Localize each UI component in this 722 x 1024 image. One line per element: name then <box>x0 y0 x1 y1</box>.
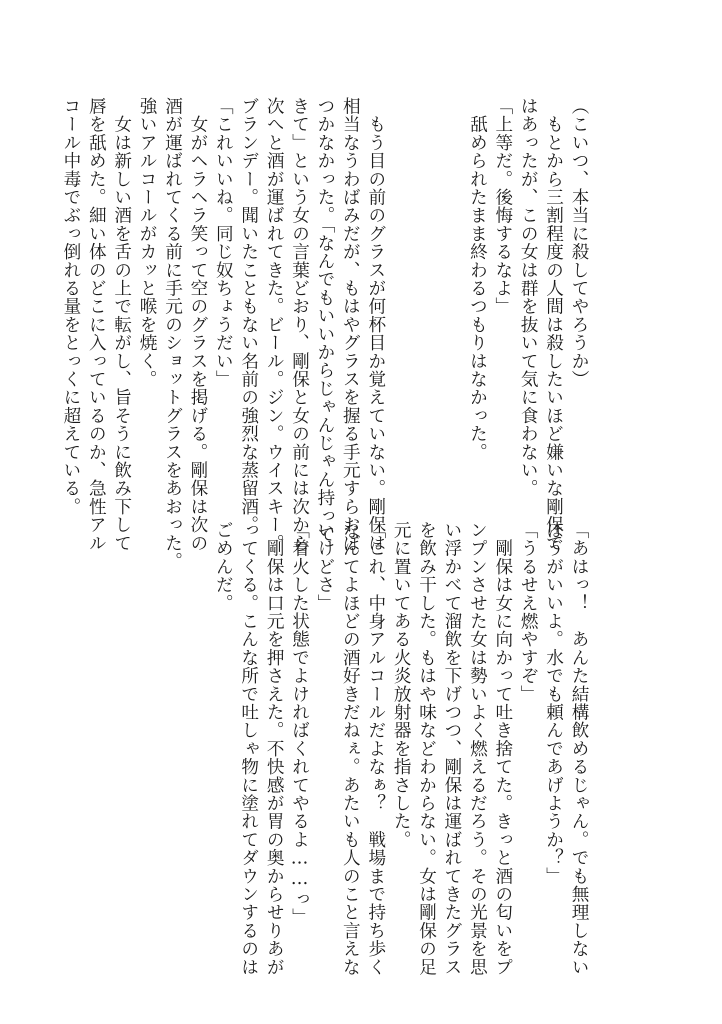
text-line: 女は新しい酒を舌の上で転がし、旨そうに飲み下して <box>111 97 132 552</box>
text-line: 「あはっ！ あんた結構飲めるじゃん。でも無理しない <box>569 521 589 976</box>
text-line: 次へと酒が運ばれてきた。ビール。ジン。ウイスキー。 <box>264 97 285 552</box>
text-line: もとから三割程度の人間は殺したいほど嫌いな剛保で <box>543 97 564 552</box>
text-line: コール中毒でぶっ倒れる量をとっくに超えている。 <box>60 97 81 516</box>
text-line: 女がヘラヘラ笑って空のグラスを掲げる。剛保は次の <box>187 97 208 552</box>
text-line: 強いアルコールがカッと喉を焼く。 <box>137 97 158 389</box>
text-line: 「これ、中身アルコールだよなぁ？ 戦場まで持ち歩く <box>365 521 386 976</box>
text-line: 「うるせえ燃やすぞ」 <box>518 521 539 703</box>
text-line: ごめんだ。 <box>213 521 234 612</box>
text-line: いけどさ」 <box>314 521 335 612</box>
text-line: ほうがいいよ。水でも頼んであげようか？」 <box>543 521 564 885</box>
text-line: 剛保は女に向かって吐き捨てた。きっと酒の匂いをプ <box>492 521 513 976</box>
text-line: を飲み干した。もはや味などわからない。女は剛保の足 <box>416 521 437 976</box>
text-line: 相当なうわばみだが、もはやグラスを握る手元すらおぼ <box>340 97 361 552</box>
text-line: 舐められたまま終わるつもりはなかった。 <box>467 97 488 461</box>
blank-line <box>439 97 464 517</box>
text-line: ってくる。こんな所で吐しゃ物に塗れてダウンするのは <box>238 521 259 976</box>
blank-line <box>388 97 413 517</box>
text-line: 酒が運ばれてくる前に手元のショットグラスをあおった。 <box>162 97 183 571</box>
text-line: 「これいいね。同じ奴ちょうだい」 <box>213 97 234 389</box>
text-line: つかなかった。「なんでもいいからじゃんじゃん持って <box>314 97 335 544</box>
text-line: はあったが、この女は群を抜いて気に食わない。 <box>518 97 539 498</box>
text-line: 剛保は口元を押さえた。不快感が胃の奥からせりあが <box>264 521 285 976</box>
text-line: きて」という女の言葉どおり、剛保と女の前には次から <box>289 97 310 552</box>
text-line: ブランデー。聞いたこともない名前の強烈な蒸留酒。 <box>238 97 259 534</box>
text-line: 唇を舐めた。細い体のどこに入っているのか、急性アル <box>86 97 107 552</box>
text-line: 「上等だ。後悔するなよ」 <box>492 97 513 316</box>
bottom-text-column <box>210 521 591 976</box>
text-line: なんてよほどの酒好きだねぇ。あたいも人のこと言えな <box>340 521 361 976</box>
text-line: 元に置いてある火炎放射器を指さした。 <box>391 521 412 849</box>
blank-line <box>413 97 438 517</box>
text-line: ンプンさせた女は勢いよく燃えるだろう。その光景を思 <box>467 521 488 976</box>
text-line: もう目の前のグラスが何杯目か覚えていない。剛保は <box>365 97 386 552</box>
text-line: い浮かべて溜飲を下げつつ、剛保は運ばれてきたグラス <box>441 521 462 976</box>
text-line: （こいつ、本当に殺してやろうか） <box>569 97 589 389</box>
text-line: 「着火した状態でよければくれてやるよ……っ」 <box>289 521 310 927</box>
